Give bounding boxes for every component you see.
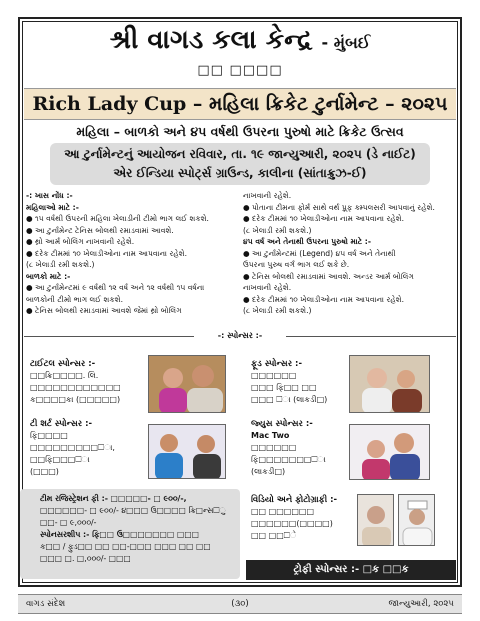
rules-line: ● દરેક ટીમમાં ૧૦ ખેલાડીઓના નામ આપવાના રહેશે. — [26, 248, 188, 258]
food-sponsor-line: □□□ ફિ□□ □□ — [251, 383, 317, 392]
footer-page-number: (૩૦) — [231, 599, 249, 609]
trophy-sponsor-banner: ટ્રોફી સ્પોન્સર :- □ક □□ક — [246, 560, 456, 580]
tshirt-sponsor-line: (□□□) — [30, 467, 59, 476]
footer-date: જાન્યુઆરી, ૨૦૨૫ — [388, 599, 454, 609]
rules-line: ● દરેક ટીમમાં ૧૦ ખેલાડીઓના નામ આપવાના રહેશે. — [243, 294, 405, 304]
rules-section-heading: -: ખાસ નોંધ :- — [26, 191, 73, 200]
venue-box — [50, 143, 430, 185]
video-sponsor-line: □□□□□□(□□□□) — [251, 519, 333, 528]
rules-line: ● ટેનિસ બોલથી રમાડવામાં આવશે. અન્ડર આર્મ બોલિંગ — [243, 271, 414, 281]
title-sponsor-line: □□□□□□□□□□□□ — [30, 383, 121, 392]
video-sponsor-heading: વિડિયો અને ફોટોગ્રાફી :- — [251, 495, 338, 505]
venue-ground: એર ઈન્ડિયા સ્પોર્ટ્સ ગ્રાઉન્ડ, કાલીના (સાંતાક્રુઝ-ઈ) — [113, 166, 367, 180]
rules-line: ઉપરના પુરુષ વર્ગ ભાગ લઈ શકે છે. — [243, 260, 350, 269]
organization-city: - મુંબઈ — [321, 33, 371, 52]
registration-line: □□□□□□- □ ૯૦૦/- ૪□□□ ઉ□□□□ ક્રિ□ન્સ□ુ — [40, 506, 226, 515]
juice-sponsor — [251, 418, 351, 478]
rules-left-column — [26, 190, 236, 317]
rules-line: નાખવાની રહેશે. — [243, 283, 292, 292]
rules-line: બાળકોની ટીમો ભાગ લઈ શકશે. — [26, 294, 124, 304]
registration-line: ક□□ / ફુડ□□ □□ □□-□□□ □□□ □□ □□ — [40, 542, 211, 551]
video-sponsor-photo-woman — [357, 494, 394, 546]
video-photo-sponsor — [251, 494, 361, 542]
venue-date: આ ટુર્નામેન્ટનું આયોજન રવિવાર, તા. ૧૯ જાન્યુઆરી, ૨૦૨૫ (ડે નાઈટ) — [64, 147, 416, 161]
tshirt-sponsor-heading: ટી શર્ટ સ્પોન્સર :- — [30, 419, 93, 429]
page-footer — [18, 594, 462, 614]
rules-right-column — [243, 190, 458, 317]
registration-line: સ્પોનસરશીપ :- ફિ□□ ઉ□□□□□□□ □□□ — [40, 530, 200, 539]
rules-line: ● થ્રો આર્મ બોલિંગ નાખવાની રહેશે. — [26, 237, 135, 246]
juice-sponsor-heading: જ્યુસ સ્પોન્સર :- — [251, 419, 313, 429]
rules-section-heading: મહિલાઓ માટે :- — [26, 202, 79, 212]
divider-right — [286, 336, 456, 337]
rules-line: ● આ ટુર્નામેન્ટમાં (Legend) ૪૫ વર્ષ અને તેનાથી — [243, 248, 396, 258]
video-sponsor-line: □□ □□□ે — [251, 531, 297, 540]
organization-tagline: □□ □□□□ — [197, 63, 283, 78]
tshirt-sponsor-line: □□□□□□□□□□ા, — [30, 443, 115, 452]
food-sponsor-photo — [349, 355, 430, 413]
rules-line: ● ટેનિસ બોલથી રમાડવામાં આવશે જેમાં થ્રો બોલિંગ — [26, 306, 182, 315]
tshirt-sponsor — [30, 418, 150, 478]
title-sponsor-line: ક□□□□કા (□□□□□) — [30, 395, 121, 404]
food-sponsor-line: □□□ □ા (લાકડી□) — [251, 395, 328, 404]
juice-sponsor-line: (લાકડી□) — [251, 467, 286, 476]
rules-line: ● આ ટુર્નામેન્ટ ટેનિસ બોલથી રમાડવામાં આવશે. — [26, 225, 174, 235]
rules-line: ● પોતાના ટીમના ફોર્મ સાથે વર્થ પ્રૂફ ક્મ્પલસરી આપવાનું રહેશે. — [243, 202, 435, 212]
tshirt-sponsor-photo — [148, 424, 226, 479]
tshirt-sponsor-line: ફિ□□□□ — [30, 431, 68, 440]
cup-title-banner: Rich Lady Cup – મહિલા ક્રિકેટ ટુર્નામેન્ટ – ૨૦૨૫ — [24, 88, 456, 120]
rules-line: (૮ ખેલાડી રમી શકશે.) — [243, 225, 312, 235]
juice-sponsor-line: □□□□□□ — [251, 443, 297, 452]
rules-line: ● આ ટુર્નામેન્ટમાં ૯ વર્ષથી ૧૨ વર્ષ અને ૧૨ વર્ષથી ૧૫ વર્ષના — [26, 283, 205, 292]
rules-line: (૮ ખેલાડી રમી શકશે.) — [26, 260, 95, 269]
food-sponsor-heading: ફૂડ સ્પોન્સર :- — [251, 359, 302, 369]
food-sponsor-line: □□□□□□ — [251, 371, 297, 380]
registration-line: □□□ □. □,૦૦૦/- □□□ — [40, 554, 131, 563]
footer-magazine-name: વાગડ સંદેશ — [26, 599, 66, 609]
title-sponsor-photo — [148, 355, 226, 413]
rules-section-heading: ૪૫ વર્ષ અને તેનાથી ઉપરના પુરુષો માટે :- — [243, 237, 371, 246]
rules-line: (૮ ખેલાડી રમી શકશે.) — [243, 306, 312, 315]
registration-line: □□- □ ૯,૦૦૦/- — [40, 518, 97, 527]
registration-fee-box — [20, 489, 240, 579]
event-subtitle: મહિલા – બાળકો અને ૪૫ વર્ષથી ઉપરના પુરુષો માટે ક્રિકેટ ઉત્સવ — [76, 124, 404, 139]
rules-line: નાખવાની રહેશે. — [243, 191, 292, 200]
juice-sponsor-photo — [349, 424, 430, 480]
title-sponsor — [30, 358, 150, 406]
video-sponsor-photo-man — [398, 494, 435, 546]
title-sponsor-line: □□ક્રિ□□□□. લિ. — [30, 371, 99, 380]
food-sponsor — [251, 358, 351, 406]
juice-sponsor-line: ફિ□□□□□□□□ા — [251, 455, 326, 464]
organization-title: શ્રી વાગડ કલા કેન્દ્ર - મુંબઈ — [109, 25, 371, 55]
rules-line: ● ૧૫ વર્ષથી ઉપરની મહિલા ખેલાડીની ટીમો ભાગ લઈ શકશે. — [26, 214, 209, 223]
tshirt-sponsor-line: □□ફિ□□□□ા — [30, 455, 90, 464]
registration-line: ટીમ રજિસ્ટ્રેશન ફી :- □□□□□- □ ૯૦૦/-, — [40, 494, 187, 503]
rules-section-heading: બાળકો માટે :- — [26, 271, 71, 281]
video-sponsor-line: □□ □□□□□□ — [251, 507, 315, 516]
sponsors-heading: -: સ્પોન્સર :- — [217, 331, 263, 340]
rules-line: ● દરેક ટીમમાં ૧૦ ખેલાડીઓના નામ આપવાના રહેશે. — [243, 214, 405, 223]
juice-sponsor-line: Mac Two — [251, 431, 290, 440]
title-sponsor-heading: ટાઈટલ સ્પોન્સર :- — [30, 359, 96, 369]
